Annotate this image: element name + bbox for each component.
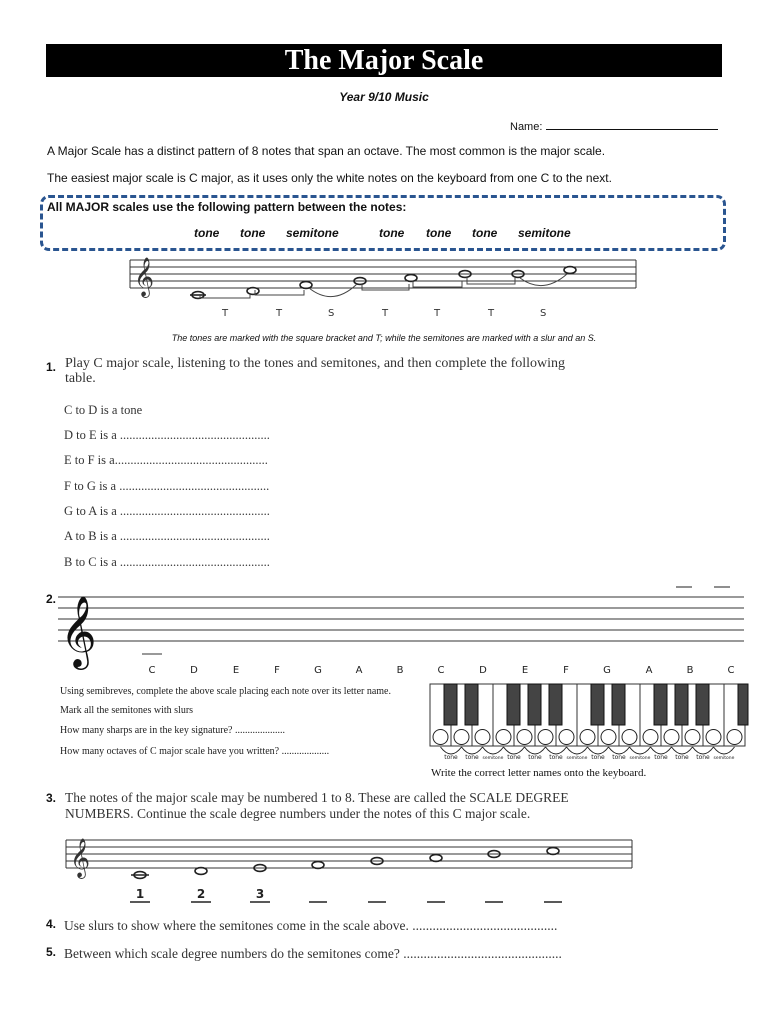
interval-row[interactable]: A to B is a ................................................ [64, 529, 270, 543]
pattern-step: tone [426, 226, 452, 240]
q2-instruction: Using semibreves, complete the above scale placing each note over its letter name. [60, 686, 391, 697]
letter-name: D [479, 665, 487, 676]
letter-name: B [396, 665, 404, 676]
question-2-number: 2. [46, 592, 57, 606]
interval-row[interactable]: E to F is a................................................. [64, 453, 268, 467]
letter-name: A [645, 665, 653, 676]
interval-row[interactable]: D to E is a ................................................ [64, 428, 270, 442]
keyboard-step-label: tone [528, 754, 542, 761]
question-5-number: 5. [46, 945, 57, 959]
letter-name: C [437, 665, 445, 676]
staff-mark: T [382, 308, 389, 319]
staff-mark: S [540, 308, 547, 319]
question-5-text[interactable]: Between which scale degree numbers do the semitones come? ............................................... [64, 946, 562, 961]
treble-clef-icon: 𝄞 [134, 257, 155, 297]
scale-degree-staff[interactable] [64, 834, 636, 910]
staff-mark: T [276, 308, 283, 319]
treble-clef-icon: 𝄞 [70, 838, 91, 878]
question-1-instruction: Play C major scale, listening to the tones and semitones, and then complete the following table. [65, 356, 566, 386]
scale-degree-number: 1 [135, 887, 145, 901]
staff-caption: The tones are marked with the square bracket and T; while the semitones are marked with a slur and an S. [171, 333, 597, 343]
pattern-step: semitone [286, 226, 339, 240]
letter-name: F [563, 665, 569, 676]
question-4-number: 4. [46, 917, 57, 931]
question-3-instruction: The notes of the major scale may be numbered 1 to 8. These are called the SCALE DEGREE NUMBERS. Continue the scale degree numbers under the notes of this C major scale. [65, 790, 569, 821]
keyboard-diagram[interactable] [429, 683, 749, 767]
scale-degree-number: 3 [255, 887, 265, 901]
letter-name: D [190, 665, 198, 676]
pattern-heading: All MAJOR scales use the following pattern between the notes: [47, 200, 407, 214]
keyboard-step-label: tone [549, 754, 563, 761]
q2-instruction[interactable]: How many sharps are in the key signature? .................... [60, 725, 285, 736]
pattern-step: tone [472, 226, 498, 240]
pattern-step: semitone [518, 226, 571, 240]
name-underline[interactable] [546, 119, 718, 130]
interval-row: C to D is a tone [64, 403, 143, 417]
letter-name: A [355, 665, 363, 676]
letter-name: C [727, 665, 735, 676]
keyboard-step-label: tone [591, 754, 605, 761]
subtitle: Year 9/10 Music [339, 90, 429, 104]
interval-row[interactable]: G to A is a ................................................ [64, 504, 270, 518]
q2-instruction[interactable]: How many octaves of C major scale have you written? ................... [60, 746, 330, 757]
letter-name: G [314, 665, 322, 676]
example-staff [128, 254, 640, 326]
staff-mark: T [434, 308, 441, 319]
keyboard-step-label: tone [612, 754, 626, 761]
letter-name: B [686, 665, 694, 676]
interval-row[interactable]: B to C is a ................................................ [64, 555, 270, 569]
answer-staff[interactable] [58, 580, 748, 680]
keyboard-step-label: semitone [713, 756, 735, 761]
pattern-step: tone [194, 226, 220, 240]
keyboard-step-label: tone [444, 754, 458, 761]
letter-name: G [603, 665, 611, 676]
scale-degree-number: 2 [196, 887, 206, 901]
pattern-step: tone [240, 226, 266, 240]
name-label: Name: [510, 121, 543, 133]
page-title: The Major Scale [46, 44, 722, 77]
keyboard-step-label: semitone [482, 756, 504, 761]
letter-name: F [274, 665, 280, 676]
intro-paragraph-1: A Major Scale has a distinct pattern of 8 notes that span an octave. The most common is the major scale. [47, 144, 606, 158]
staff-mark: S [328, 308, 335, 319]
keyboard-step-label: tone [465, 754, 479, 761]
letter-name: E [521, 665, 529, 676]
keyboard-step-label: tone [654, 754, 668, 761]
keyboard-caption: Write the correct letter names onto the keyboard. [431, 767, 647, 779]
treble-clef-icon: 𝄞 [60, 594, 97, 667]
letter-name: C [148, 665, 156, 676]
letter-name: E [232, 665, 240, 676]
pattern-step: tone [379, 226, 405, 240]
keyboard-step-label: semitone [629, 756, 651, 761]
keyboard-step-label: tone [507, 754, 521, 761]
interval-row[interactable]: F to G is a ................................................ [64, 479, 270, 493]
question-3-number: 3. [46, 791, 57, 805]
name-field[interactable] [510, 119, 718, 133]
keyboard-step-label: tone [675, 754, 689, 761]
keyboard-step-label: semitone [566, 756, 588, 761]
keyboard-step-label: tone [696, 754, 710, 761]
staff-mark: T [488, 308, 495, 319]
question-1-number: 1. [46, 360, 57, 374]
q2-instruction: Mark all the semitones with slurs [60, 705, 194, 716]
question-4-text[interactable]: Use slurs to show where the semitones come in the scale above. ........................................... [64, 918, 558, 933]
staff-mark: T [222, 308, 229, 319]
intro-paragraph-2: The easiest major scale is C major, as it uses only the white notes on the keyboard from one C to the next. [47, 171, 612, 185]
